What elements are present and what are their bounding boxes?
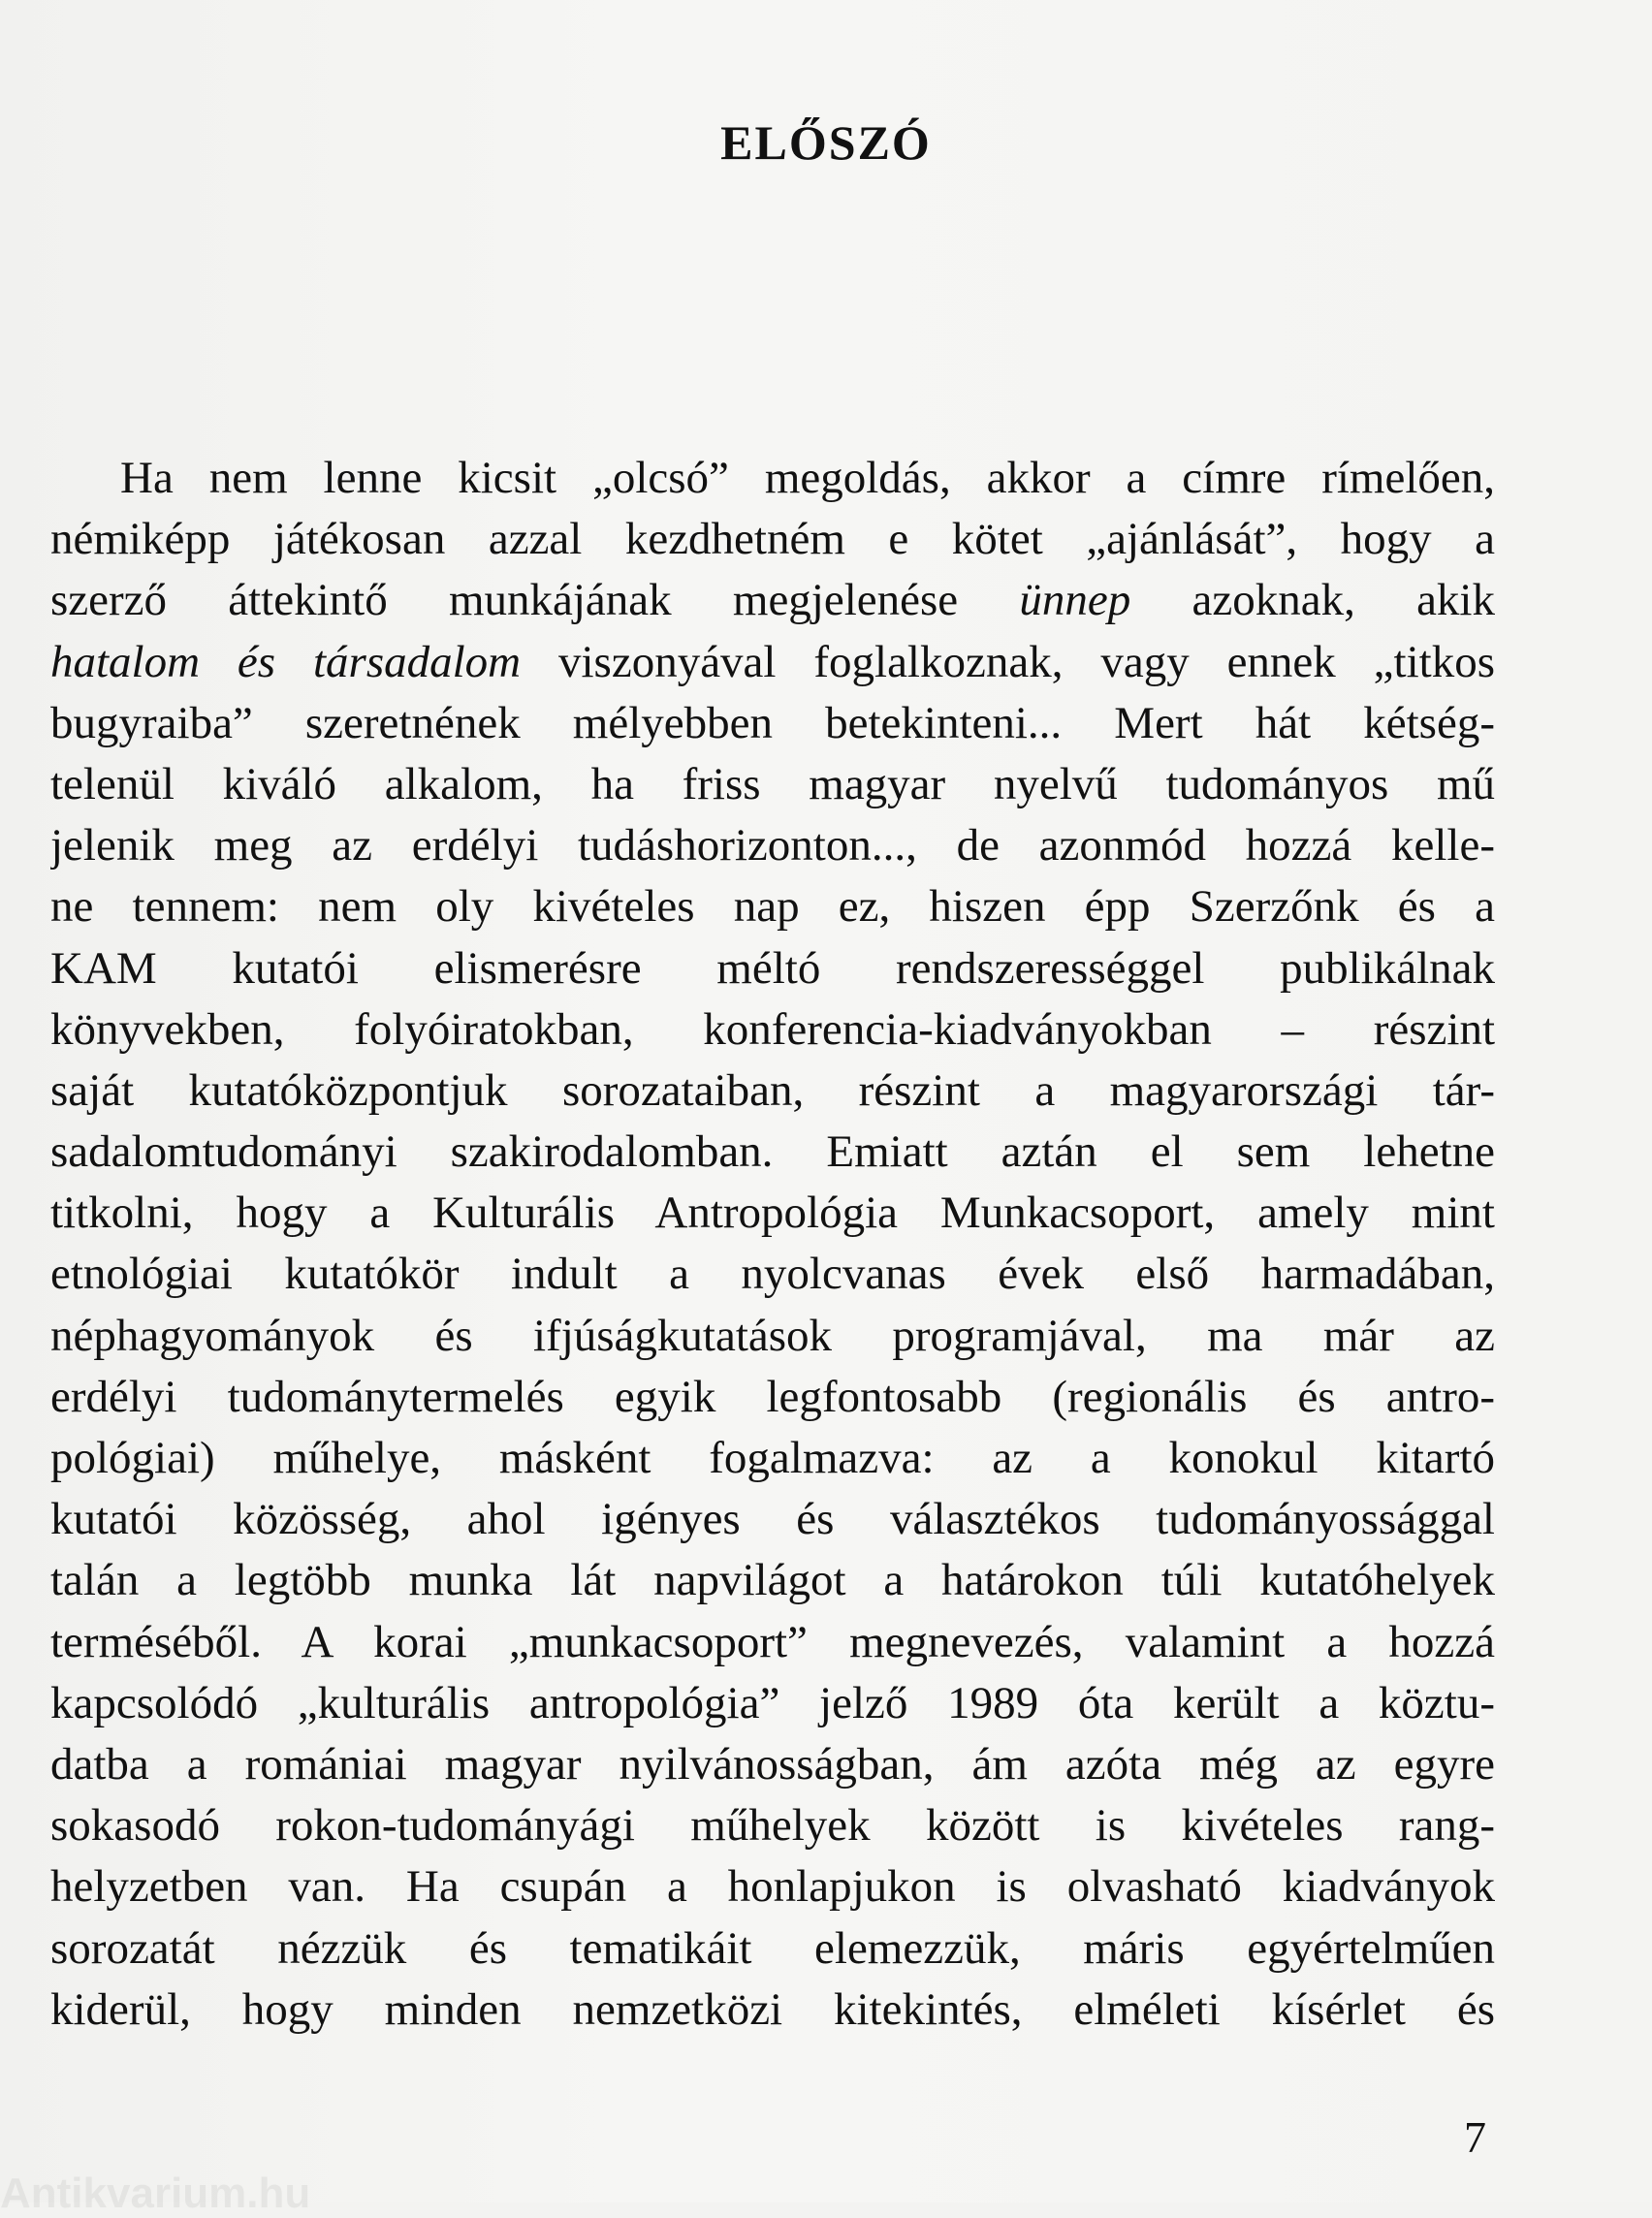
line-text: KAM kutatói elismerésre méltó rendszerességgel publikálnak xyxy=(50,942,1495,994)
line-text: ne tennem: nem oly kivételes nap ez, hiszen épp Szerzőnk és a xyxy=(50,881,1495,933)
line-text: datba a romániai magyar nyilvánosságban, ám azóta még az egyre xyxy=(50,1738,1495,1790)
text-line xyxy=(50,1550,1495,1611)
line-text: kutatói közösség, ahol igényes és választékos tudományossággal xyxy=(50,1494,1495,1545)
text-line xyxy=(50,1673,1495,1734)
line-text: kiderül, hogy minden nemzetközi kitekintés, elméleti kísérlet és xyxy=(50,1983,1495,2035)
line-text: telenül kiváló alkalom, ha friss magyar nyelvű tudományos mű xyxy=(50,758,1495,809)
line-text: szerző áttekintő munkájának megjelenése xyxy=(50,575,1020,626)
line-text: saját kutatóközpontjuk sorozataiban, részint a magyarországi tár- xyxy=(50,1064,1495,1116)
text-line xyxy=(50,1428,1495,1489)
line-text: sadalomtudományi szakirodalomban. Emiatt aztán el sem lehetne xyxy=(50,1126,1495,1178)
text-line xyxy=(50,570,1495,631)
text-line xyxy=(50,1918,1495,1980)
line-text: viszonyával foglalkoznak, vagy ennek „titkos xyxy=(521,636,1495,687)
line-text: sorozatát nézzük és tematikáit elemezzük, máris egyértelműen xyxy=(50,1922,1495,1974)
line-text: titkolni, hogy a Kulturális Antropológia Munkacsoport, amely mint xyxy=(50,1188,1495,1239)
text-line xyxy=(50,693,1495,754)
line-text: néphagyományok és ifjúságkutatások programjával, ma már az xyxy=(50,1310,1495,1361)
line-text: Ha nem lenne kicsit „olcsó” megoldás, akkor a címre rímelően, xyxy=(120,453,1495,503)
text-line xyxy=(50,876,1495,937)
text-line xyxy=(50,448,1495,509)
line-text: erdélyi tudománytermelés egyik legfontosabb (regionális és antro- xyxy=(50,1371,1495,1422)
page-number: 7 xyxy=(1464,2112,1486,2162)
text-line xyxy=(50,509,1495,570)
text-line xyxy=(50,1612,1495,1673)
line-text: etnológiai kutatókör indult a nyolcvanas évek első harmadában, xyxy=(50,1249,1495,1300)
text-line xyxy=(50,1122,1495,1183)
line-text: kapcsolódó „kulturális antropológia” jelző 1989 óta került a köztu- xyxy=(50,1677,1495,1728)
text-line xyxy=(50,1489,1495,1550)
text-line xyxy=(50,999,1495,1061)
text-line xyxy=(50,632,1495,693)
bleed-through-text xyxy=(58,0,1590,54)
text-line xyxy=(50,1980,1495,2041)
line-text: talán a legtöbb munka lát napvilágot a határokon túli kutatóhelyek xyxy=(50,1555,1495,1606)
line-text: azoknak, akik xyxy=(1130,575,1495,626)
line-text: jelenik meg az erdélyi tudáshorizonton..., de azonmód hozzá kelle- xyxy=(50,820,1495,871)
watermark: Antikvarium.hu xyxy=(0,2170,311,2217)
line-text: sokasodó rokon-tudományági műhelyek között is kivételes rang- xyxy=(50,1800,1495,1852)
text-line xyxy=(50,1856,1495,1917)
text-line xyxy=(50,754,1495,815)
text-line xyxy=(50,1306,1495,1367)
line-text: könyvekben, folyóiratokban, konferencia-kiadványokban – részint xyxy=(50,1003,1495,1055)
text-line xyxy=(50,1734,1495,1795)
line-text: helyzetben van. Ha csupán a honlapjukon is olvasható kiadványok xyxy=(50,1861,1495,1913)
line-text: pológiai) műhelye, másként fogalmazva: az a konokul kitartó xyxy=(50,1433,1495,1483)
italic-phrase: ünnep xyxy=(1019,575,1131,626)
text-line xyxy=(50,938,1495,999)
text-line xyxy=(50,815,1495,876)
text-line xyxy=(50,1244,1495,1305)
line-text: terméséből. A korai „munkacsoport” megnevezés, valamint a hozzá xyxy=(50,1616,1495,1667)
text-line xyxy=(50,1183,1495,1244)
body-text xyxy=(50,448,1495,2041)
line-text: némiképp játékosan azzal kezdhetném e kötet „ajánlását”, hogy a xyxy=(50,514,1495,565)
page-title: ELŐSZÓ xyxy=(720,115,932,170)
italic-phrase: hatalom és társadalom xyxy=(50,636,522,687)
line-text: bugyraiba” szeretnének mélyebben betekinteni... Mert hát kétség- xyxy=(50,697,1495,748)
text-line xyxy=(50,1367,1495,1428)
text-line xyxy=(50,1795,1495,1856)
text-line xyxy=(50,1061,1495,1122)
